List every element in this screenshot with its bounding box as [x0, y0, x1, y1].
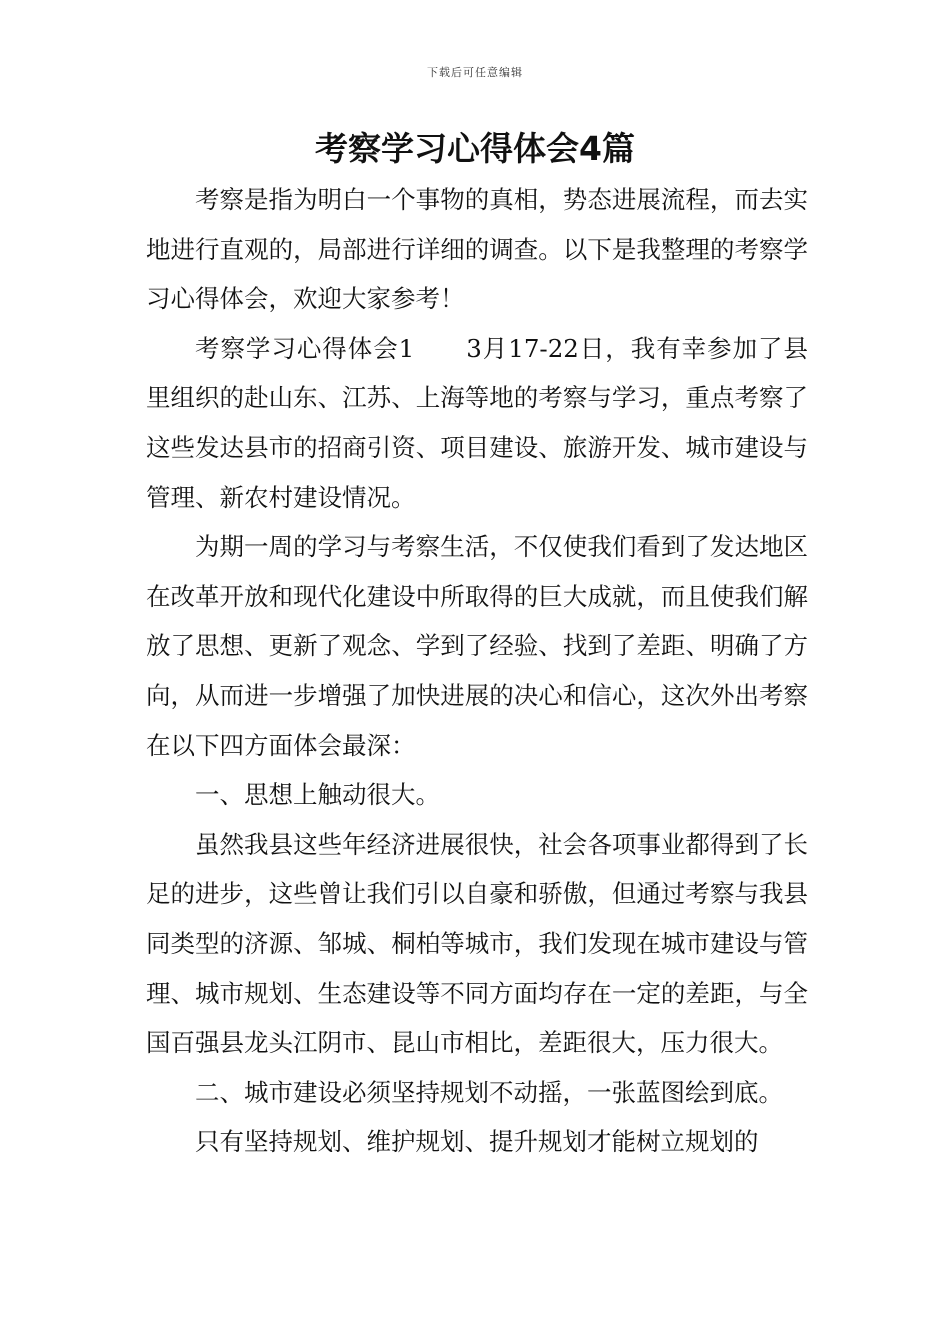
section1-paragraph: [146, 324, 808, 522]
paragraph-3: 虽然我县这些年经济进展很快，社会各项事业都得到了长足的进步，这些曾让我们引以自豪和骄傲，但通过考察与我县同类型的济源、邹城、桐柏等城市，我们发现在城市建设与管理、城市规划、生态建设等不同方面均存在一定的差距，与全国百强县龙头江阴市、昆山市相比，差距很大，压力很大。: [146, 829, 808, 1058]
document-title: 考察学习心得体会4篇: [315, 129, 635, 168]
intro-paragraph: 考察是指为明白一个事物的真相，势态进展流程，而去实地进行直观的，局部进行详细的调查。以下是我整理的考察学习心得体会，欢迎大家参考！: [146, 185, 808, 314]
document-body: [146, 175, 808, 1167]
header-note: 下载后可任意编辑: [427, 66, 523, 79]
point-2-heading: 二、城市建设必须坚持规划不动摇，一张蓝图绘到底。: [195, 1077, 783, 1107]
paragraph-2: 为期一周的学习与考察生活，不仅使我们看到了发达地区在改革开放和现代化建设中所取得的巨大成就，而且使我们解放了思想、更新了观念、学到了经验、找到了差距、明确了方向，从而进一步增强了加快进展的决心和信心，这次外出考察在以下四方面体会最深：: [146, 532, 808, 760]
paragraph-4: 只有坚持规划、维护规划、提升规划才能树立规划的: [195, 1127, 759, 1157]
section1-heading: 考察学习心得体会1: [195, 333, 415, 363]
point-1-heading: 一、思想上触动很大。: [195, 780, 440, 810]
section1-text: 3月17-22日，我有幸参加了县里组织的赴山东、江苏、上海等地的考察与学习，重点考察了这些发达县市的招商引资、项目建设、旅游开发、城市建设与管理、新农村建设情况。: [146, 333, 808, 512]
